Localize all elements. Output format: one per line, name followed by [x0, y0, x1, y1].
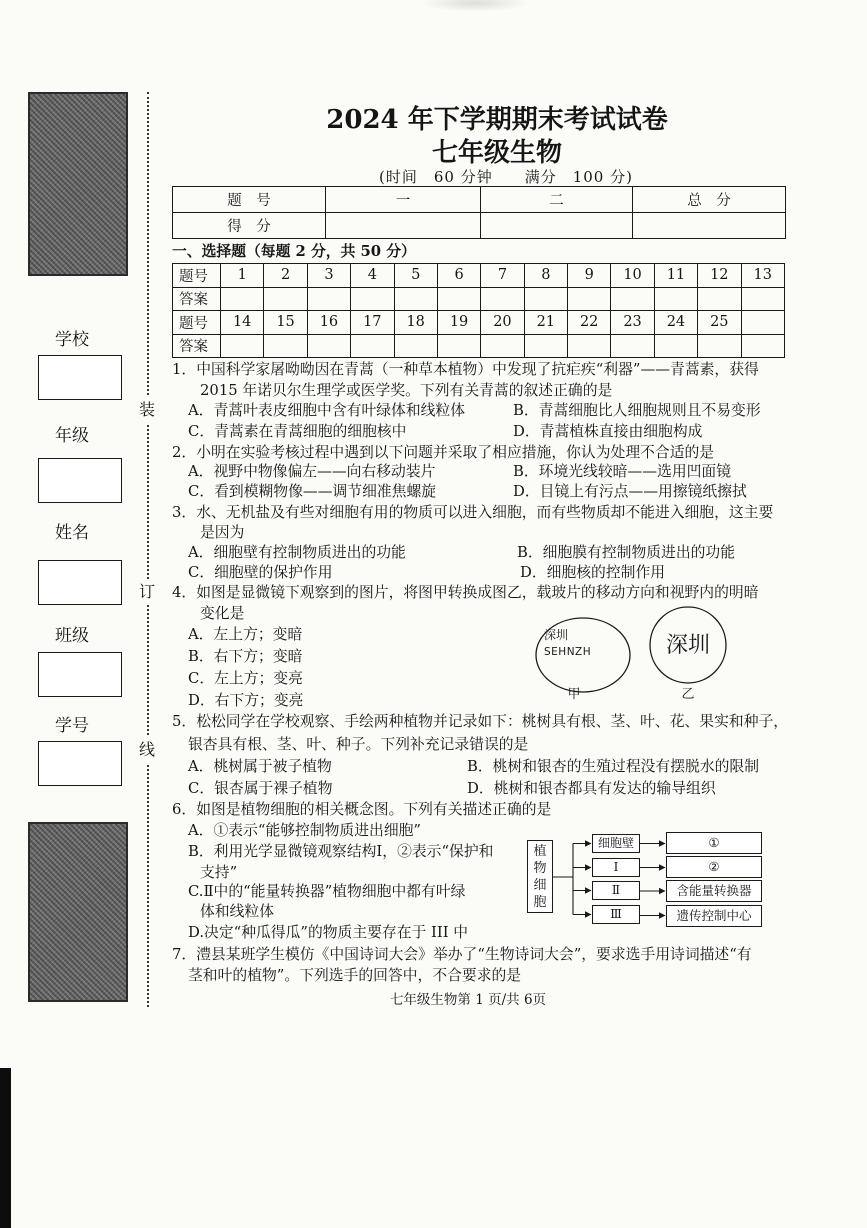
grid-answer-cell	[264, 334, 307, 358]
answer-grid-answer-row	[173, 334, 785, 358]
q3-stem-line: 是因为	[200, 524, 245, 541]
binding-line	[147, 92, 149, 1007]
grid-number: 12	[698, 264, 741, 288]
grid-number-label: 题号	[173, 264, 221, 288]
grid-number: 19	[437, 311, 480, 335]
figure-yi-text: 深圳	[665, 633, 711, 658]
class-box	[38, 652, 122, 697]
q6-option-c: C.Ⅱ中的“能量转换器”植物细胞中都有叶绿	[188, 883, 466, 900]
exam-title: 2024 年下学期期末考试试卷	[326, 105, 668, 135]
q2-option-a: A．视野中物像偏左——向右移动装片	[188, 463, 436, 480]
grid-number: 11	[654, 264, 697, 288]
score-cell	[326, 213, 481, 239]
answer-grid-answer-row	[173, 287, 785, 311]
score-col-part-2: 二	[481, 187, 633, 213]
grid-number: 9	[568, 264, 611, 288]
grid-answer-cell	[698, 334, 741, 358]
q6-option-b: B．利用光学显微镜观察结构Ⅰ，②表示“保护和	[188, 843, 494, 860]
grid-answer-label: 答案	[173, 287, 221, 311]
score-cell	[481, 213, 633, 239]
q3-stem-line: 3．水、无机盐及有些对细胞有用的物质可以进入细胞，而有些物质却不能进入细胞，这主要	[172, 504, 774, 521]
grid-number: 22	[568, 311, 611, 335]
grid-number: 14	[221, 311, 264, 335]
class-label: 班级	[55, 626, 89, 646]
figure-jia-text-chinese: 深圳	[544, 628, 569, 642]
binding-shade-top	[28, 92, 128, 276]
q2-option-d: D．目镜上有污点——用擦镜纸擦拭	[513, 483, 747, 500]
binding-mark-ding: 订	[139, 579, 155, 605]
student-id-box	[38, 741, 122, 786]
grid-number: 1	[221, 264, 264, 288]
grid-answer-cell	[568, 334, 611, 358]
q5-option-c: C．银杏属于裸子植物	[188, 780, 333, 797]
grid-number: 15	[264, 311, 307, 335]
grid-number: 23	[611, 311, 654, 335]
q5-stem-line: 5．松松同学在学校观察、手绘两种植物并记录如下：桃树具有根、茎、叶、花、果实和种子，	[172, 713, 789, 730]
map-part-i: Ⅰ	[592, 858, 640, 877]
q1-option-b: B．青蒿细胞比人细胞规则且不易变形	[513, 402, 761, 419]
grid-answer-cell	[221, 334, 264, 358]
binding-mark-zhuang: 装	[139, 397, 155, 423]
grid-answer-cell	[351, 334, 394, 358]
score-cell	[633, 213, 786, 239]
map-part-ii: Ⅱ	[592, 881, 640, 900]
grid-number: 7	[481, 264, 524, 288]
q4-option-c: C．左上方；变亮	[188, 670, 303, 687]
answer-grid	[172, 263, 785, 358]
grid-answer-cell	[264, 287, 307, 311]
grid-answer-cell	[221, 287, 264, 311]
score-col-label: 题 号	[173, 187, 326, 213]
grid-answer-cell	[307, 334, 350, 358]
q1-option-d: D．青蒿植株直接由细胞构成	[513, 423, 703, 440]
score-row-label: 得 分	[173, 213, 326, 239]
map-part-cell-wall: 细胞壁	[592, 834, 640, 853]
grid-number: 21	[524, 311, 567, 335]
grid-number: 17	[351, 311, 394, 335]
exam-info: (时间 60 分钟 满分 100 分)	[379, 168, 633, 186]
q3-option-b: B．细胞膜有控制物质进出的功能	[517, 544, 736, 561]
q4-stem-line: 4．如图是显微镜下观察到的图片，将图甲转换成图乙，载玻片的移动方向和视野内的明暗	[172, 584, 759, 601]
q4-option-b: B．右下方；变暗	[188, 648, 303, 665]
score-table	[172, 186, 786, 239]
answer-grid-number-row	[173, 264, 785, 288]
grid-number: 25	[698, 311, 741, 335]
grid-number: 3	[307, 264, 350, 288]
grid-answer-cell	[351, 287, 394, 311]
grid-number: 5	[394, 264, 437, 288]
q3-option-a: A．细胞壁有控制物质进出的功能	[188, 544, 406, 561]
q6-option-b-cont: 支持”	[200, 864, 238, 881]
q4-option-d: D．右下方；变亮	[188, 692, 304, 709]
name-label: 姓名	[55, 523, 89, 543]
school-label: 学校	[55, 330, 89, 350]
q1-stem-line: 2015 年诺贝尔生理学或医学奖。下列有关青蒿的叙述正确的是	[200, 382, 613, 399]
grid-answer-cell	[698, 287, 741, 311]
grid-answer-cell	[654, 287, 697, 311]
q5-stem-line: 银杏具有根、茎、叶、种子。下列补充记录错误的是	[188, 736, 529, 753]
grid-answer-cell	[394, 334, 437, 358]
figure-jia-text-latin: SEHNZH	[544, 646, 592, 658]
binding-shade-bottom	[28, 822, 128, 1002]
scan-smudge	[420, 0, 530, 12]
grid-number: 13	[741, 264, 785, 288]
map-desc-1: ①	[666, 832, 762, 854]
q4-option-a: A．左上方；变暗	[188, 626, 303, 643]
q6-option-a: A．①表示“能够控制物质进出细胞”	[188, 822, 421, 839]
grid-number: 6	[437, 264, 480, 288]
q4-stem-line: 变化是	[200, 605, 245, 622]
map-desc-genetic-control: 遗传控制中心	[666, 905, 762, 927]
q6-option-c-cont: 体和线粒体	[200, 903, 274, 920]
grid-empty-cell	[741, 311, 785, 335]
grid-number: 24	[654, 311, 697, 335]
section-1-heading: 一、选择题（每题 2 分，共 50 分）	[172, 243, 416, 260]
map-desc-energy-converter: 含能量转换器	[666, 880, 762, 902]
q3-option-d: D．细胞核的控制作用	[520, 564, 666, 581]
grid-answer-cell	[481, 334, 524, 358]
grid-answer-cell	[481, 287, 524, 311]
grid-answer-cell	[307, 287, 350, 311]
grid-answer-cell	[394, 287, 437, 311]
q5-option-d: D．桃树和银杏都具有发达的输导组织	[467, 780, 716, 797]
grid-answer-cell	[437, 334, 480, 358]
q7-stem-line: 茎和叶的植物”。下列选手的回答中，不合要求的是	[188, 967, 522, 984]
name-box	[38, 560, 122, 605]
grid-number: 18	[394, 311, 437, 335]
school-box	[38, 355, 122, 400]
q1-option-a: A．青蒿叶表皮细胞中含有叶绿体和线粒体	[188, 402, 466, 419]
q1-option-c: C．青蒿素在青蒿细胞的细胞核中	[188, 423, 407, 440]
grid-number-label: 题号	[173, 311, 221, 335]
figure-yi-label: 乙	[681, 687, 695, 702]
grid-number: 16	[307, 311, 350, 335]
grid-answer-cell	[524, 287, 567, 311]
grid-answer-cell	[741, 334, 785, 358]
score-table-header-row	[173, 187, 786, 213]
grid-answer-cell	[741, 287, 785, 311]
q2-stem-line: 2．小明在实验考核过程中遇到以下问题并采取了相应措施，你认为处理不合适的是	[172, 444, 715, 461]
score-col-total: 总 分	[633, 187, 786, 213]
map-part-iii: Ⅲ	[592, 905, 640, 924]
map-root-plant-cell: 植物细胞	[527, 840, 553, 913]
q2-option-b: B．环境光线较暗——选用凹面镜	[513, 463, 732, 480]
grid-answer-cell	[437, 287, 480, 311]
binding-mark-xian: 线	[139, 737, 155, 763]
grid-answer-cell	[611, 334, 654, 358]
q6-option-d: D.决定“种瓜得瓜”的物质主要存在于 III 中	[188, 924, 469, 941]
grid-number: 20	[481, 311, 524, 335]
grid-answer-cell	[524, 334, 567, 358]
q5-option-a: A．桃树属于被子植物	[188, 758, 332, 775]
figure-jia-label: 甲	[567, 687, 581, 702]
grade-label: 年级	[55, 426, 89, 446]
grade-box	[38, 458, 122, 503]
answer-grid-number-row	[173, 311, 785, 335]
scan-edge	[0, 1068, 11, 1228]
grid-number: 4	[351, 264, 394, 288]
q7-stem-line: 7．澧县某班学生模仿《中国诗词大会》举办了“生物诗词大会”，要求选手用诗词描述“有	[172, 946, 752, 963]
q5-option-b: B．桃树和银杏的生殖过程没有摆脱水的限制	[467, 758, 760, 775]
exam-subject: 七年级生物	[431, 138, 562, 168]
page-footer: 七年级生物第 1 页/共 6页	[389, 992, 547, 1008]
student-id-label: 学号	[55, 716, 89, 736]
grid-answer-cell	[568, 287, 611, 311]
q4-figure	[530, 604, 750, 706]
score-table-value-row	[173, 213, 786, 239]
grid-answer-cell	[654, 334, 697, 358]
grid-number: 2	[264, 264, 307, 288]
grid-answer-label: 答案	[173, 334, 221, 358]
q3-option-c: C．细胞壁的保护作用	[188, 564, 333, 581]
q2-option-c: C．看到模糊物像——调节细准焦螺旋	[188, 483, 437, 500]
grid-number: 8	[524, 264, 567, 288]
score-col-part-1: 一	[326, 187, 481, 213]
grid-answer-cell	[611, 287, 654, 311]
grid-number: 10	[611, 264, 654, 288]
map-desc-2: ②	[666, 856, 762, 878]
q6-stem-line: 6．如图是植物细胞的相关概念图。下列有关描述正确的是	[172, 801, 552, 818]
q1-stem-line: 1．中国科学家屠呦呦因在青蒿（一种草本植物）中发现了抗疟疾“利器”——青蒿素，获得	[172, 361, 759, 378]
